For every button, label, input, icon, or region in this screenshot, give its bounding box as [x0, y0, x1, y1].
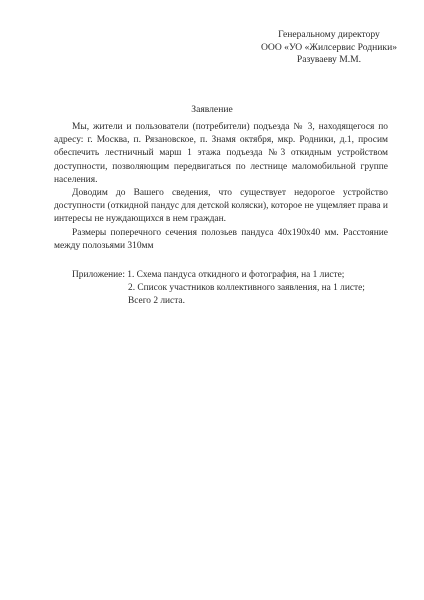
addressee-name: Разуваеву М.М. [296, 54, 362, 65]
paragraph-information: Доводим до Вашего сведения, что существует недорогое устройство доступности (откидной пандус для детской коляски), которое не ущемляет права и интересы не нуждающихся в нем граждан. [54, 188, 388, 225]
statement-body [54, 121, 388, 253]
attachments-label: Приложение: [72, 270, 125, 280]
attachment-total: Всего 2 листа. [128, 296, 185, 306]
document-title: Заявление [191, 104, 233, 115]
attachment-item-1: 1. Схема пандуса откидного и фотография, на 1 листе; [127, 270, 345, 280]
addressee-position: Генеральному директору [278, 29, 380, 40]
attachment-row-1 [72, 269, 402, 282]
addressee-block [254, 29, 404, 67]
paragraph-dimensions: Размеры поперечного сечения полозьев пандуса 40х190х40 мм. Расстояние между полозьями 310мм [54, 227, 388, 251]
addressee-company: ООО «УО «Жилсервис Родники» [260, 41, 398, 53]
attachments-block [72, 269, 402, 308]
paragraph-request: Мы, жители и пользователи (потребители) подъезда № 3, находящегося по адресу: г. Москва, п. Рязановское, п. Знамя октября, мкр. Родники, д.1, просим обеспечить лестничный марш 1 этажа подъезда №3 откидным устройством доступности, позволяющим передвигаться по лестнице маломобильной группе населения. [54, 122, 388, 185]
attachment-item-2: 2. Список участников коллективного заявления, на 1 листе; [128, 283, 365, 293]
